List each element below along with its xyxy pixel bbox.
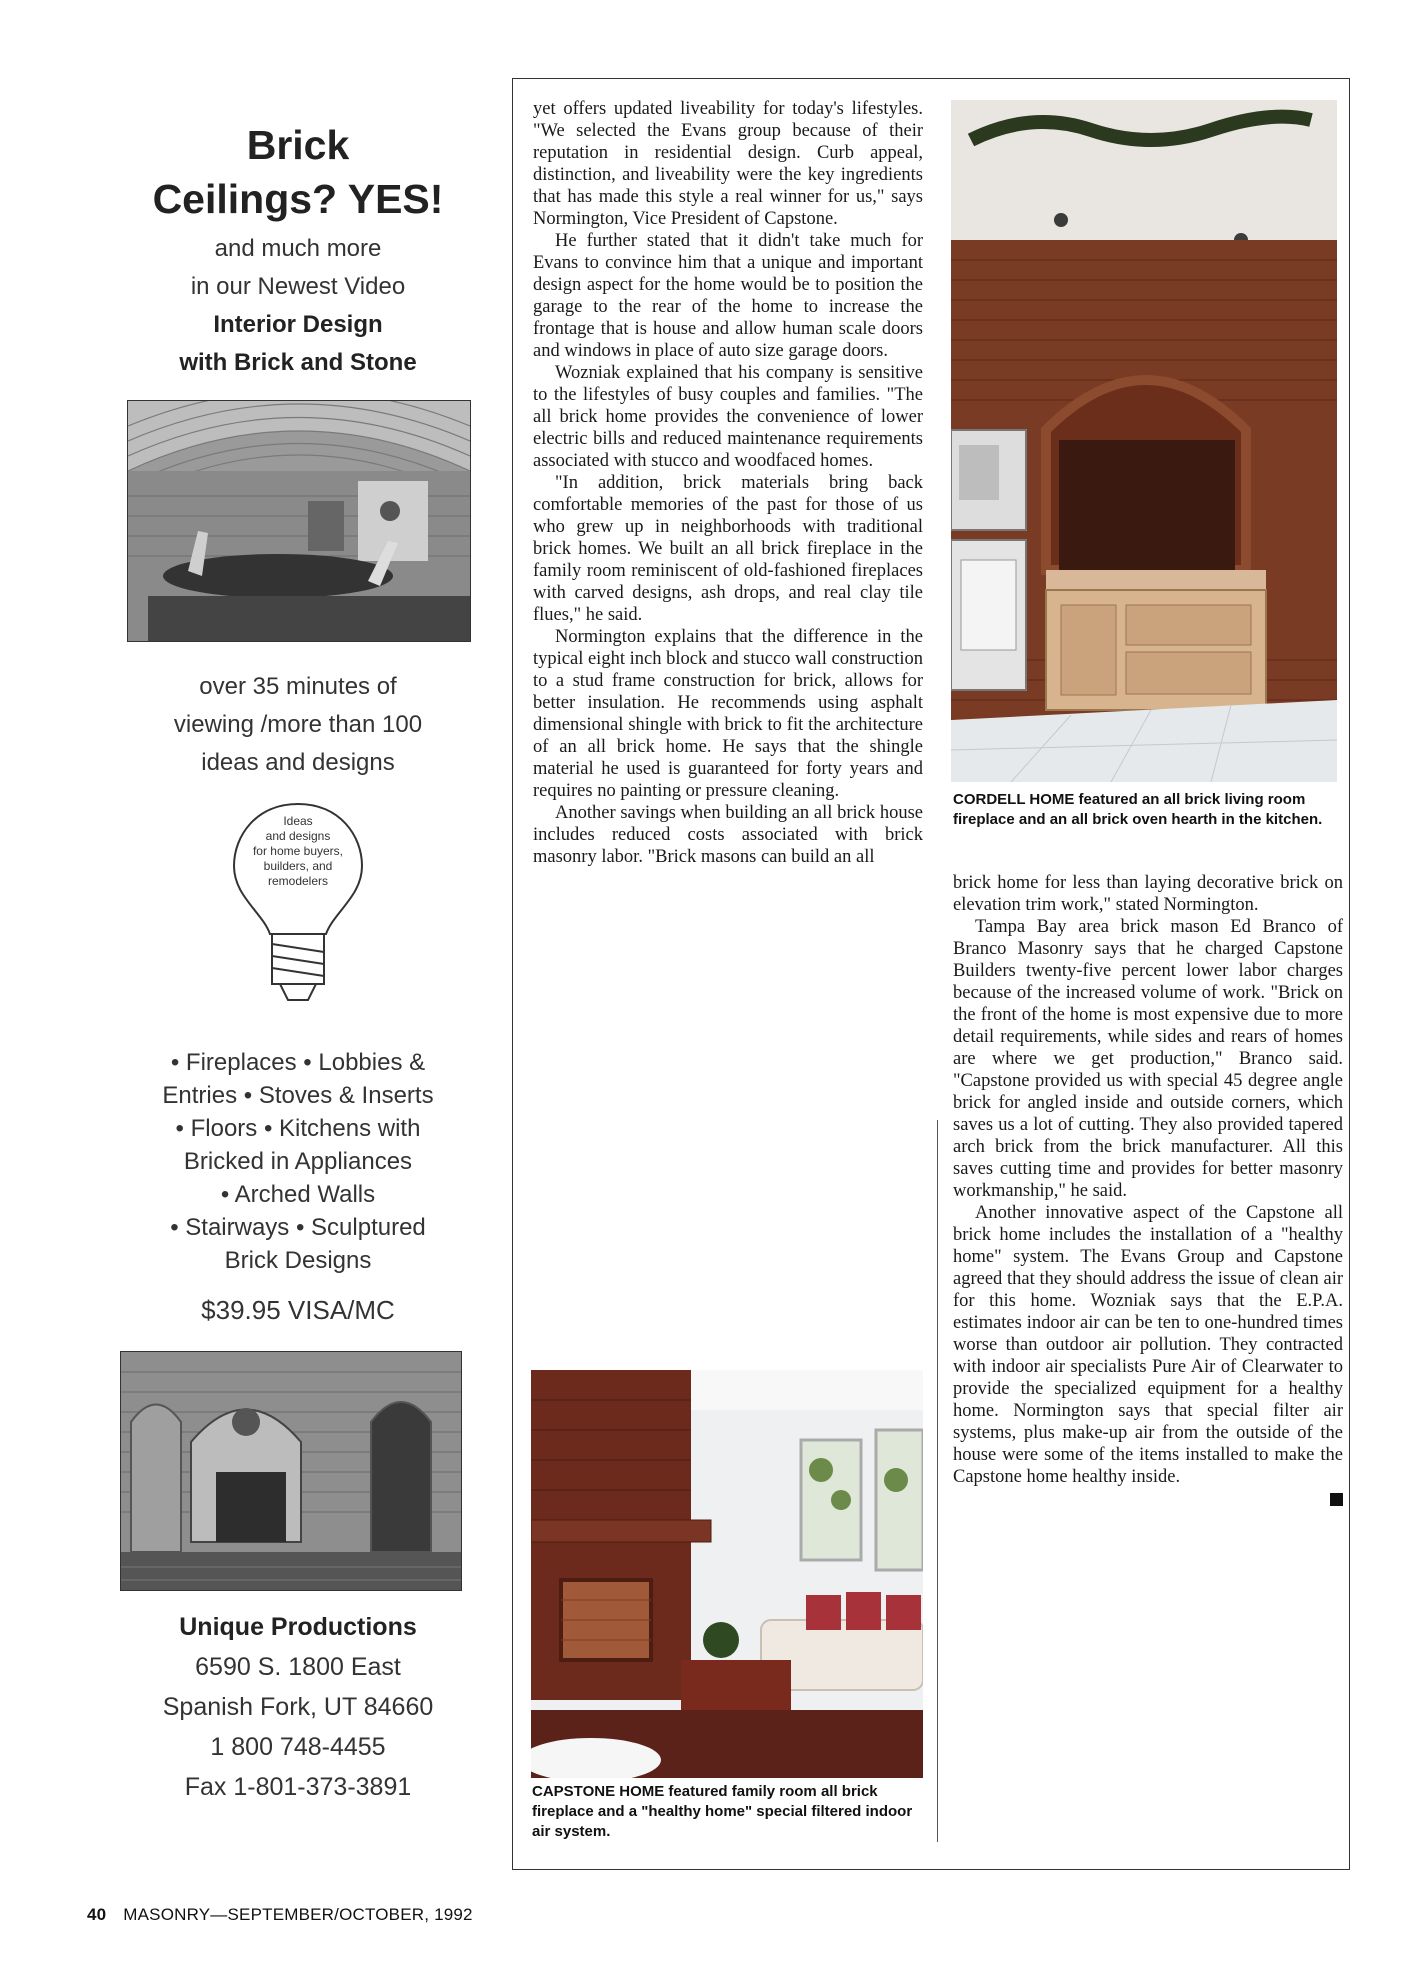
bulb-caption: [238, 814, 358, 889]
article-paragraph: brick home for less than laying decorative brick on elevation trim work," stated Normington.: [953, 873, 1343, 915]
article-paragraph: Wozniak explained that his company is sensitive to the lifestyles of busy couples and families. "The all brick home provides the convenience of lower electric bills and reduced maintenance requirements associated with stucco and woodfaced homes.: [533, 363, 923, 471]
video-title: Interior Design: [213, 311, 383, 338]
viewing-info: viewing /more than 100: [173, 711, 423, 738]
fax-number: Fax 1-801-373-3891: [184, 1773, 412, 1801]
column-divider: [937, 1120, 938, 1842]
article-paragraph: yet offers updated liveability for today's lifestyles. "We selected the Evans group because of their reputation in residential design. Curb appeal, distinction, and liveability were the key ingredients that has made this style a real winner for us," says Normington, Vice President of Capstone.: [533, 99, 923, 229]
family-room-illustration: [531, 1370, 923, 1778]
ad-subline: in our Newest Video: [190, 273, 406, 300]
article-paragraph: Another savings when building an all brick house includes reduced costs associated with brick masonry labor. "Brick masons can build an all: [533, 803, 923, 867]
article-paragraph: He further stated that it didn't take much for Evans to convince him that a unique and important design aspect for the home would be to position the garage to the rear of the home to increase the frontage that is house and allow human scale doors and windows in place of auto size garage doors.: [533, 231, 923, 361]
feature-list-line: • Stairways • Sculptured: [170, 1214, 426, 1241]
contact-info: [118, 1607, 478, 1807]
feature-list-line: • Floors • Kitchens with: [175, 1115, 421, 1142]
ad-headline-line2: Ceilings? YES!: [152, 176, 444, 222]
video-advertisement: [118, 100, 478, 1807]
bulb-caption-line: remodelers: [267, 874, 329, 888]
article-paragraph: Another innovative aspect of the Capstone all brick home includes the installation of a "healthy home" system. The Evans Group and Capstone agreed that they should address the issue of clean air for this home. Wozniak says that the E.P.A. estimates indoor air can be ten to one-hundred times worse than outdoor air pollution. They contracted with indoor air specialists Pure Air of Clearwater to provide the specialized equipment for a healthy home. Normington says that special filter air systems, plus make-up air from the outside of the house were some of the items installed to make the Capstone home healthy inside.: [953, 1203, 1343, 1487]
article-column-1: [533, 98, 923, 868]
viewing-info: ideas and designs: [201, 749, 395, 776]
bulb-caption-line: Ideas: [283, 814, 313, 828]
feature-list: [118, 1046, 478, 1277]
price: $39.95 VISA/MC: [201, 1295, 395, 1325]
feature-list-line: Brick Designs: [224, 1247, 372, 1274]
ad-headline-line1: Brick: [246, 122, 350, 168]
brick-ceiling-illustration: [128, 401, 470, 641]
feature-list-line: Bricked in Appliances: [183, 1148, 413, 1175]
ad-headline: [118, 118, 478, 226]
viewing-info: over 35 minutes of: [199, 673, 397, 700]
bulb-caption-line: builders, and: [263, 859, 333, 873]
page-number: 40: [87, 1905, 107, 1924]
brick-arch-photo: [120, 1351, 462, 1591]
bulb-caption-line: for home buyers,: [252, 844, 344, 858]
feature-list-line: • Fireplaces • Lobbies &: [170, 1049, 426, 1076]
article-paragraph: Normington explains that the difference in the typical eight inch block and stucco wall construction to a stud frame construction for brick, allows for better insulation. He recommends using asphalt dimensional shingle with brick to fit the architecture of an all brick home. He says that the shingle material he used is guaranteed for forty years and requires no painting or pressure cleaning.: [533, 627, 923, 801]
article-paragraph: "In addition, brick materials bring back comfortable memories of the past for those of us who grew up in neighborhoods with traditional brick homes. We built an all brick fireplace in the family room reminiscent of old-fashioned fireplaces with carved designs, ash drops, and real clay tile flues," he said.: [533, 473, 923, 625]
kitchen-hearth-illustration: [951, 100, 1337, 782]
page-footer: [87, 1905, 473, 1925]
capstone-photo-caption: CAPSTONE HOME featured family room all brick fireplace and a "healthy home" special filtered indoor air system.: [532, 1783, 913, 1840]
article-column-2: [953, 872, 1343, 1506]
article-paragraph: Tampa Bay area brick mason Ed Branco of Branco Masonry says that he charged Capstone Builders twenty-five percent lower labor charges because of the increased volume of work. "Brick on the front of the home is most expensive due to more detail requirements, while sides and rears of homes are where we get production," Branco said. "Capstone provided us with special 45 degree angle brick for angled inside and outside corners, which saves us a lot of cutting. They also provided tapered arch brick from the brick manufacturer. All this saves cutting time and provides for better masonry workmanship," he said.: [953, 917, 1343, 1201]
feature-list-line: • Arched Walls: [220, 1181, 376, 1208]
company-name: Unique Productions: [179, 1613, 417, 1641]
publication-line: MASONRY—SEPTEMBER/OCTOBER, 1992: [123, 1905, 473, 1924]
ad-subline: and much more: [214, 235, 382, 262]
feature-list-line: Entries • Stoves & Inserts: [162, 1082, 434, 1109]
end-of-article-mark: [1330, 1493, 1343, 1506]
brick-arch-illustration: [121, 1352, 461, 1590]
video-title: with Brick and Stone: [179, 349, 417, 376]
address-line: Spanish Fork, UT 84660: [162, 1693, 434, 1721]
cordell-kitchen-photo: [951, 100, 1337, 782]
lightbulb-icon: [228, 800, 368, 1010]
address-line: 6590 S. 1800 East: [195, 1653, 401, 1681]
capstone-family-room-photo: [531, 1370, 923, 1778]
bulb-caption-line: and designs: [265, 829, 331, 843]
brick-ceiling-photo: [127, 400, 471, 642]
phone-number: 1 800 748-4455: [210, 1733, 386, 1761]
cordell-photo-caption: CORDELL HOME featured an all brick living room fireplace and an all brick oven hearth in the kitchen.: [953, 791, 1323, 828]
